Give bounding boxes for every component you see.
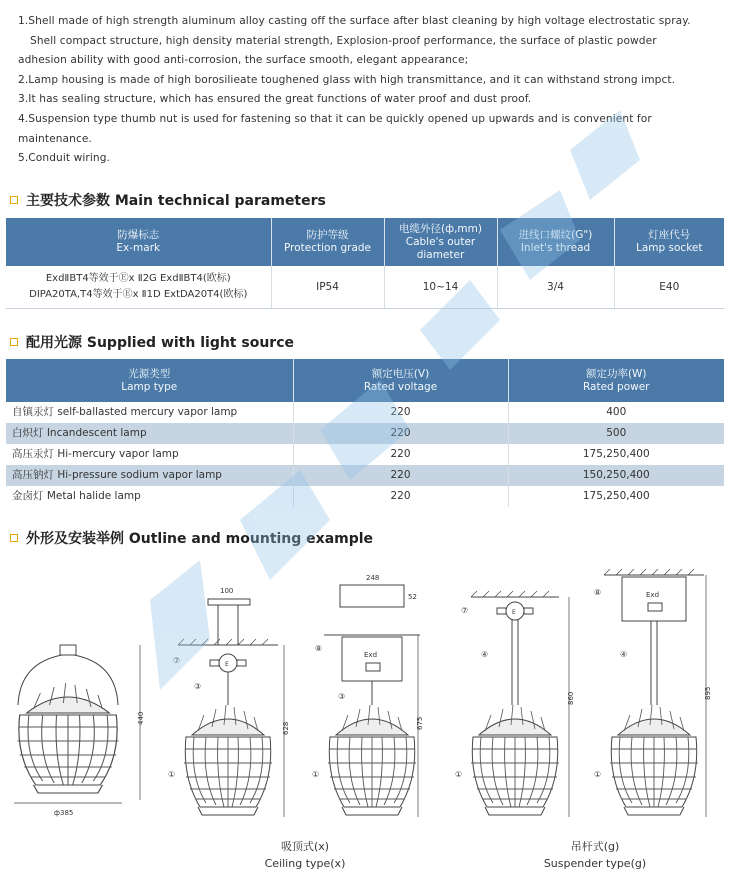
header-en: Inlet's thread [520, 242, 591, 254]
section-title-outline [10, 528, 373, 548]
callout-1: ① [455, 770, 463, 779]
table-row [6, 444, 724, 465]
callout-1: ① [168, 770, 176, 779]
header-lamp-type [6, 359, 293, 402]
cell-voltage: 220 [293, 402, 508, 423]
feature-item: adhesion ability with good anti-corrosion, the surface smooth, elegant appearance; [18, 54, 469, 67]
cell-power: 150,250,400 [508, 465, 724, 486]
cell-voltage: 220 [293, 423, 508, 444]
header-en: Lamp type [121, 380, 178, 393]
cell-type: 高压汞灯 Hi-mercury vapor lamp [6, 444, 293, 465]
header-en: Rated voltage [363, 380, 438, 393]
exmark-line: DIPA20TA,T4等效于Ⓔx Ⅱ1D ExtDA20T4(欧标) [29, 289, 248, 300]
feature-item: 4.Suspension type thumb nut is used for fastening so that it can be quickly opened up upwards and is convenient for maintenance. [18, 112, 652, 145]
cell-protection: IP54 [271, 266, 384, 309]
dim-100: 100 [220, 587, 234, 595]
feature-item: Shell compact structure, high density material strength, Explosion-proof performance, the surface of plastic powder [30, 34, 657, 47]
caption-ceiling [250, 838, 360, 872]
header-socket [614, 218, 724, 266]
header-en: Cable's outer diameter [405, 235, 476, 261]
feature-item: 3.It has sealing structure, which has ensured the great functions of water proof and dust proof. [18, 93, 532, 106]
dim-440: 440 [137, 711, 145, 725]
header-en: Protection grade [284, 242, 371, 254]
caption-cn: 吸顶式(x) [280, 840, 330, 853]
cell-type: 自镇汞灯 self-ballasted mercury vapor lamp [6, 402, 293, 423]
callout-3: ③ [194, 682, 202, 691]
cell-power: 175,250,400 [582, 448, 650, 460]
section-bullet-icon [10, 534, 18, 542]
header-power [508, 359, 724, 402]
callout-1: ① [312, 770, 320, 779]
callout-1: ① [594, 770, 602, 779]
cell-socket: E40 [614, 266, 724, 309]
cell-voltage: 220 [293, 444, 508, 465]
caption-en: Ceiling type(x) [264, 857, 346, 870]
table-row [6, 402, 724, 423]
params-table [6, 218, 724, 309]
lamp-drawing-4 [455, 591, 575, 817]
header-cn: 进线口螺纹(G") [518, 229, 593, 241]
callout-4: ④ [481, 650, 489, 659]
callout-3: ③ [338, 692, 346, 701]
section-title-params [10, 190, 326, 210]
dim-860: 860 [567, 691, 575, 705]
header-cn: 灯座代号 [648, 229, 691, 241]
header-cn: 防护等级 [306, 229, 349, 241]
cell-voltage: 220 [293, 465, 508, 486]
exmark-line: ExdⅡBT4等效于Ⓔx Ⅱ2G ExdⅡBT4(欧标) [45, 273, 231, 284]
dim-385: ф385 [54, 809, 74, 817]
table-row [6, 486, 724, 507]
cell-power: 500 [508, 423, 724, 444]
cell-thread: 3/4 [497, 266, 614, 309]
cell-type: 金卤灯 Metal halide lamp [6, 486, 293, 507]
header-cn: 电缆外径(ф,mm) [399, 222, 482, 235]
callout-4: ④ [620, 650, 628, 659]
header-cn: 光源类型 [128, 367, 171, 380]
box-label: Exd [364, 651, 378, 659]
header-cn: 防爆标志 [117, 229, 160, 241]
cell-cable: 10~14 [384, 266, 497, 309]
source-table [6, 359, 724, 507]
outline-drawing [0, 555, 730, 817]
feature-list [18, 12, 726, 169]
lamp-drawing-1 [14, 645, 145, 817]
dim-675: 675 [416, 716, 424, 730]
callout-7: ⑦ [173, 656, 181, 665]
header-en: Rated power [582, 380, 650, 393]
lamp-drawing-5 [594, 569, 712, 817]
feature-item: 1.Shell made of high strength aluminum alloy casting off the surface after blast cleaning by high voltage electrostatic spray. [18, 15, 691, 27]
header-cn: 额定功率(W) [585, 367, 647, 380]
feature-item: 2.Lamp housing is made of high borosilieate toughened glass with high transmittance, and it can withstand strong impct. [18, 73, 676, 86]
header-en: Lamp socket [636, 242, 703, 254]
cell-power: 400 [606, 406, 627, 418]
header-voltage [293, 359, 508, 402]
feature-item: 5.Conduit wiring. [18, 152, 111, 165]
dim-628: 628 [282, 721, 290, 735]
callout-8: ⑧ [315, 644, 323, 653]
dim-248: 248 [366, 574, 380, 582]
header-en: Ex-mark [116, 242, 161, 254]
box-label: Exd [646, 591, 660, 599]
section-bullet-icon [10, 338, 18, 346]
caption-en: Suspender type(g) [543, 857, 647, 870]
cell-exmark [6, 266, 271, 309]
callout-7: ⑦ [461, 606, 469, 615]
table-row [6, 266, 724, 309]
table-row [6, 423, 724, 444]
cell-power: 175,250,400 [582, 490, 650, 502]
header-protection [271, 218, 384, 266]
header-cn: 额定电压(V) [371, 367, 430, 380]
section-title-source [10, 332, 294, 352]
caption-suspender [530, 838, 660, 872]
table-row [6, 465, 724, 486]
cell-voltage: 220 [293, 486, 508, 507]
dim-52: 52 [408, 593, 417, 601]
lamp-drawing-3 [312, 574, 424, 817]
header-thread [497, 218, 614, 266]
caption-cn: 吊杆式(g) [570, 840, 620, 853]
dim-895: 895 [704, 686, 712, 700]
cell-type: 白炽灯 Incandescent lamp [6, 423, 293, 444]
cell-type: 高压钠灯 Hi-pressure sodium vapor lamp [6, 465, 293, 486]
header-cable [384, 218, 497, 266]
header-exmark [6, 218, 271, 266]
callout-8: ⑧ [594, 588, 602, 597]
section-bullet-icon [10, 196, 18, 204]
section-title-text: 配用光源 Supplied with light source [26, 335, 294, 351]
section-title-text: 主要技术参数 Main technical parameters [26, 193, 326, 209]
lamp-drawing-2 [168, 587, 290, 817]
section-title-text: 外形及安装举例 Outline and mounting example [26, 531, 374, 547]
